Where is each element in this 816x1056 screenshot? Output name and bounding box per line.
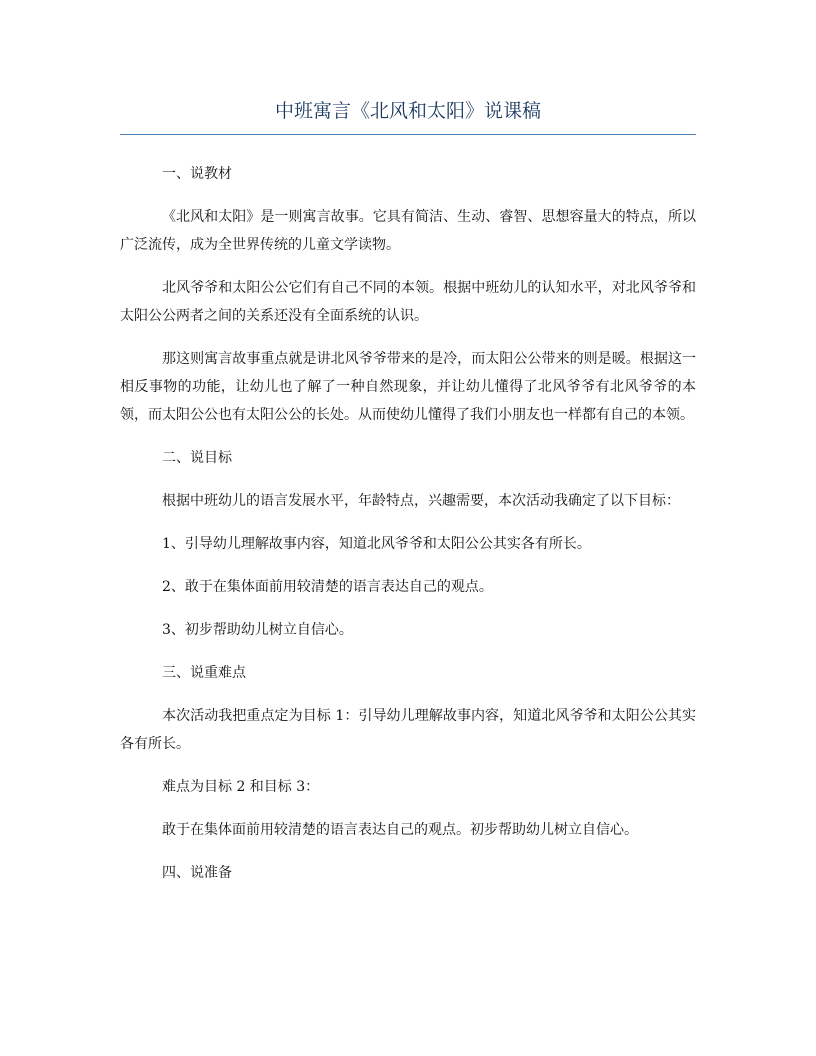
paragraph-textbook-skills: 北风爷爷和太阳公公它们有自己不同的本领。根据中班幼儿的认知水平，对北风爷爷和太阳公公两者之间的关系还没有全面系统的认识。 bbox=[120, 280, 696, 324]
section-heading-textbook: 一、说教材 bbox=[162, 166, 232, 182]
title-block bbox=[120, 96, 696, 135]
goal-item-2: 2、敢于在集体面前用较清楚的语言表达自己的观点。 bbox=[162, 579, 493, 595]
paragraph-key-point: 本次活动我把重点定为目标 1：引导幼儿理解故事内容，知道北风爷爷和太阳公公其实各有所长。 bbox=[120, 708, 696, 752]
paragraph-goals-intro: 根据中班幼儿的语言发展水平，年龄特点，兴趣需要，本次活动我确定了以下目标： bbox=[162, 493, 680, 509]
goal-item-3: 3、初步帮助幼儿树立自信心。 bbox=[162, 622, 353, 638]
section-heading-goals: 二、说目标 bbox=[162, 450, 232, 466]
section-heading-key-points: 三、说重难点 bbox=[162, 665, 246, 681]
document-body bbox=[120, 160, 696, 902]
paragraph-difficulty-label: 难点为目标 2 和目标 3： bbox=[162, 779, 320, 795]
document-title: 中班寓言《北风和太阳》说课稿 bbox=[274, 100, 541, 122]
goal-item-1: 1、引导幼儿理解故事内容，知道北风爷爷和太阳公公其实各有所长。 bbox=[162, 536, 591, 552]
paragraph-difficulty-detail: 敢于在集体面前用较清楚的语言表达自己的观点。初步帮助幼儿树立自信心。 bbox=[162, 822, 638, 838]
paragraph-textbook-focus: 那这则寓言故事重点就是讲北风爷爷带来的是冷，而太阳公公带来的则是暖。根据这一相反事物的功能，让幼儿也了解了一种自然现象，并让幼儿懂得了北风爷爷有北风爷爷的本领，而太阳公公也有太阳公公的长处。从而使幼儿懂得了我们小朋友也一样都有自己的本领。 bbox=[120, 351, 696, 423]
section-heading-preparation: 四、说准备 bbox=[162, 865, 232, 881]
paragraph-textbook-intro: 《北风和太阳》是一则寓言故事。它具有简洁、生动、睿智、思想容量大的特点，所以广泛流传，成为全世界传统的儿童文学读物。 bbox=[120, 209, 696, 253]
